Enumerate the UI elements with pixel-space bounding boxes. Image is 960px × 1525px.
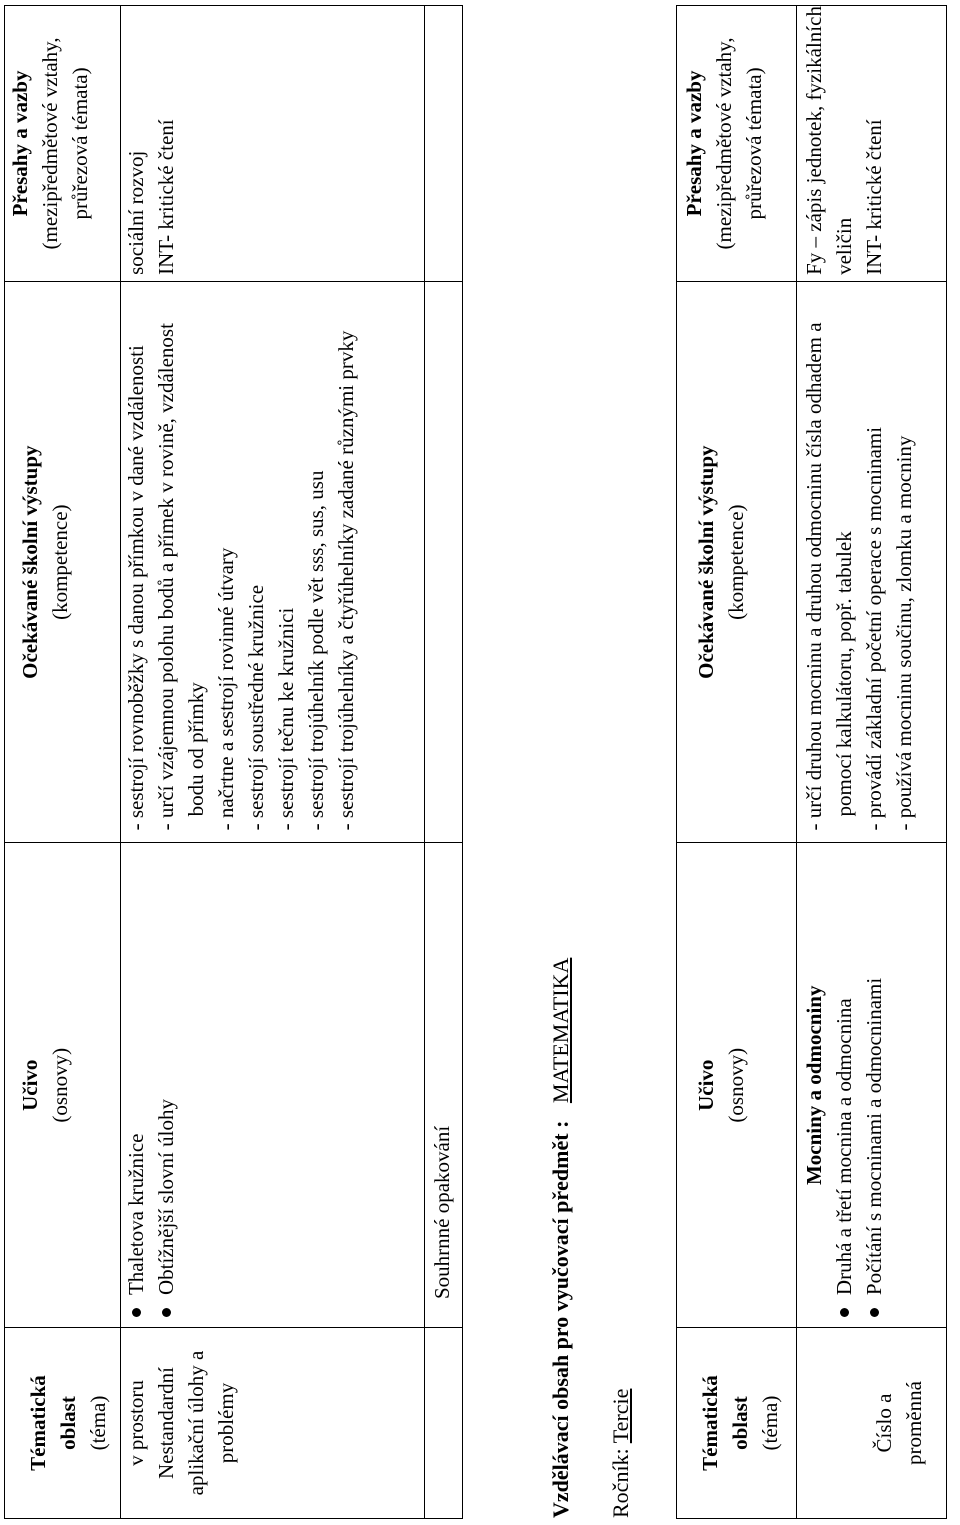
content-list <box>121 843 181 1327</box>
content-list <box>829 843 889 1327</box>
review-text: Souhrnné opakování <box>430 1125 454 1300</box>
header-content <box>677 843 797 1328</box>
empty-cell <box>425 1328 463 1519</box>
curriculum-table-1 <box>4 5 463 1519</box>
output-item: - sestrojí trojúhelník podle vět sss, sus, usu <box>304 470 328 831</box>
list-item-text: Druhá a třetí mocnina a odmocnina <box>832 998 856 1296</box>
output-item: - sestrojí trojúhelníky a čtyřúhelníky zadané různými prvky <box>334 330 358 831</box>
list-item-text: Obtížnější slovní úlohy <box>154 1099 178 1296</box>
bullet-icon <box>840 1308 849 1317</box>
content-cell <box>797 843 947 1328</box>
header-content-sub: (osnovy) <box>724 1047 748 1123</box>
header-area-sub: (téma) <box>86 1395 110 1451</box>
section-heading <box>545 5 637 1519</box>
header-content-title: Učivo <box>694 1059 718 1111</box>
table-row <box>425 6 463 1519</box>
subject-colon: : <box>548 1120 573 1134</box>
header-content-sub: (osnovy) <box>48 1047 72 1123</box>
header-outputs-sub: (kompetence) <box>724 504 748 620</box>
link-item: sociální rozvoj <box>124 150 148 275</box>
header-outputs-title: Očekávané školní výstupy <box>694 445 718 679</box>
area-text: Číslo a proměnná <box>872 1381 926 1466</box>
empty-cell <box>425 281 463 843</box>
list-item <box>829 843 859 1321</box>
header-content-title: Učivo <box>18 1059 42 1111</box>
header-links-title: Přesahy a vazby <box>682 70 706 217</box>
link-item: INT- kritické čtení <box>862 119 886 275</box>
link-item: Fy – zápis jednotek, fyzikálních veličin <box>802 6 856 275</box>
empty-cell <box>425 6 463 282</box>
content-title: Mocniny a odmocniny <box>802 985 826 1186</box>
output-item: - sestrojí rovnoběžky s danou přímkou v dané vzdálenosti <box>124 345 148 831</box>
header-area <box>677 1328 797 1519</box>
list-item-text: Počítání s mocninami a odmocninami <box>862 977 886 1296</box>
grade-line <box>605 5 637 1519</box>
table-row <box>121 6 425 1519</box>
output-item: - určí druhou mocninu a druhou odmocninu čísla odhadem a pomocí kalkulátoru, popř. tabulek <box>802 322 856 831</box>
outputs-cell <box>797 281 947 843</box>
list-item <box>121 843 151 1321</box>
header-links-sub: (mezipředmětové vztahy, průřezová témata) <box>712 37 766 250</box>
area-cell <box>797 1328 947 1519</box>
header-outputs-sub: (kompetence) <box>48 504 72 620</box>
grade-label: Ročník: <box>608 1448 633 1518</box>
output-item: - načrtne a sestrojí rovinné útvary <box>214 547 238 831</box>
content-cell <box>121 843 425 1328</box>
header-outputs-title: Očekávané školní výstupy <box>18 445 42 679</box>
area-line-1: v prostoru <box>124 1380 148 1466</box>
curriculum-table-2 <box>676 5 947 1519</box>
header-row <box>677 6 797 1519</box>
list-item <box>151 843 181 1321</box>
header-row <box>5 6 121 1519</box>
area-line-2: Nestandardní aplikační úlohy a problémy <box>154 1350 238 1496</box>
output-item: - sestrojí tečnu ke kružnici <box>274 607 298 831</box>
list-item-text: Thaletova kružnice <box>124 1133 148 1296</box>
subject-prefix: Vzdělávací obsah pro vyučovací předmět <box>548 1133 573 1518</box>
header-links <box>5 6 121 282</box>
list-item <box>859 843 889 1321</box>
links-cell <box>121 6 425 282</box>
header-area <box>5 1328 121 1519</box>
bullet-icon <box>870 1308 879 1317</box>
grade-value: Tercie <box>608 1388 633 1444</box>
header-area-sub: (téma) <box>758 1395 782 1451</box>
bullet-icon <box>132 1308 141 1317</box>
output-item: - provádí základní početní operace s mocninami <box>862 426 886 831</box>
bullet-icon <box>162 1308 171 1317</box>
outputs-cell <box>121 281 425 843</box>
review-cell <box>425 843 463 1328</box>
output-item: - sestrojí soustředné kružnice <box>244 584 268 831</box>
header-links-title: Přesahy a vazby <box>8 70 32 217</box>
subject-line <box>545 5 577 1519</box>
header-links <box>677 6 797 282</box>
header-links-sub: (mezipředmětové vztahy, průřezová témata) <box>38 37 92 250</box>
links-cell <box>797 6 947 282</box>
header-outputs <box>677 281 797 843</box>
table-row <box>797 6 947 1519</box>
link-item: INT- kritické čtení <box>154 119 178 275</box>
header-area-title: Tématická oblast <box>698 1375 752 1471</box>
header-outputs <box>5 281 121 843</box>
header-area-title: Tématická oblast <box>26 1375 80 1471</box>
output-item: - určí vzájemnou polohu bodů a přímek v rovině, vzdálenost bodu od přímky <box>154 323 208 831</box>
output-item: - používá mocninu součinu, zlomku a mocniny <box>892 435 916 831</box>
header-content <box>5 843 121 1328</box>
subject-name: MATEMATIKA <box>548 957 573 1104</box>
area-cell <box>121 1328 425 1519</box>
